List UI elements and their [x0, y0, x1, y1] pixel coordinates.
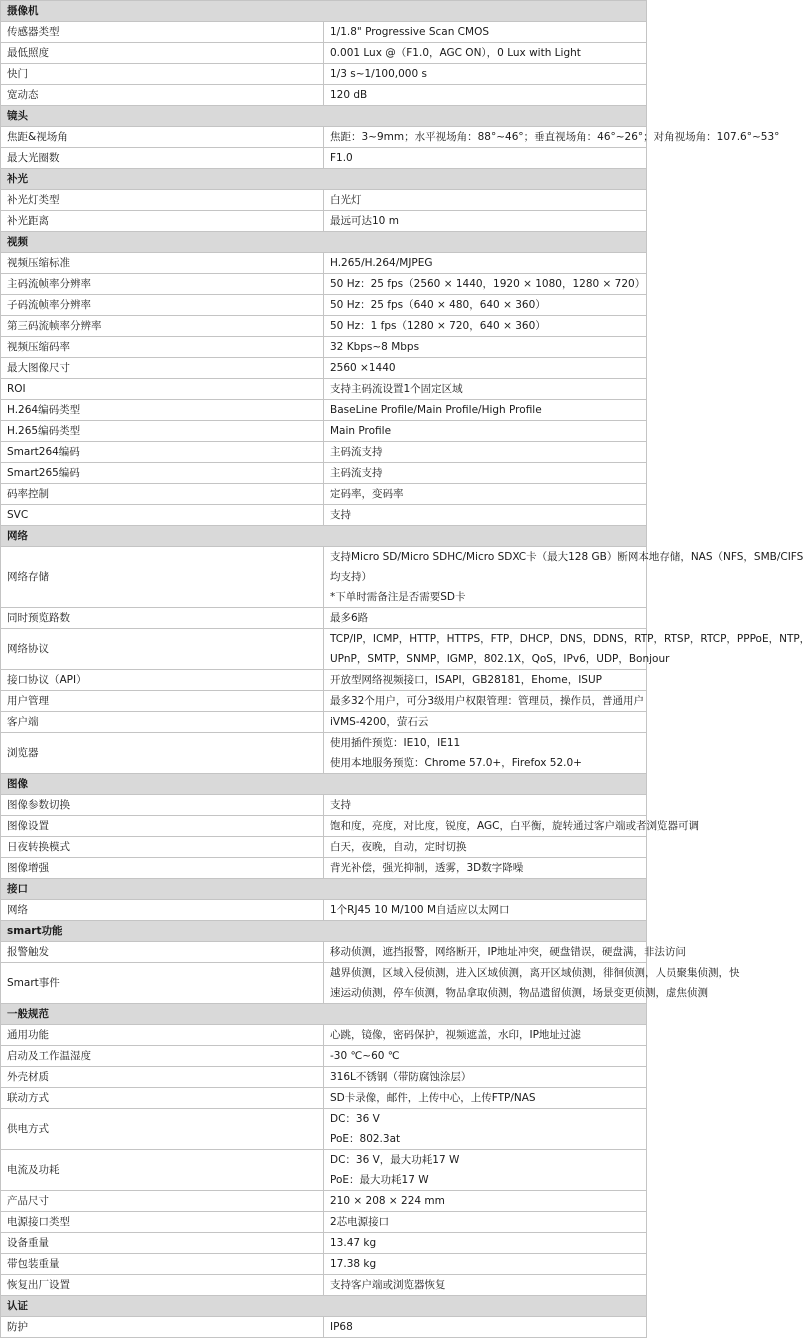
- spec-row: [1, 295, 647, 316]
- spec-value-line: 支持客户端或浏览器恢复: [330, 1279, 446, 1291]
- section-title: 视频: [1, 232, 647, 253]
- spec-key: 码率控制: [1, 484, 324, 505]
- spec-key: 图像参数切换: [1, 795, 324, 816]
- spec-value-line: iVMS-4200，萤石云: [330, 716, 429, 728]
- spec-key: 补光距离: [1, 211, 324, 232]
- spec-value-line: 开放型网络视频接口，ISAPI，GB28181，Ehome，ISUP: [330, 674, 602, 686]
- spec-value-line: 1/3 s~1/100,000 s: [330, 68, 427, 80]
- spec-value: [324, 463, 647, 484]
- spec-key: 同时预览路数: [1, 608, 324, 629]
- spec-value-line: 主码流支持: [330, 467, 383, 479]
- spec-row: [1, 463, 647, 484]
- spec-key: 主码流帧率分辨率: [1, 274, 324, 295]
- spec-value-line: PoE：最大功耗17 W: [330, 1174, 429, 1186]
- spec-value-line: SD卡录像，邮件，上传中心，上传FTP/NAS: [330, 1092, 536, 1104]
- spec-value: [324, 900, 647, 921]
- spec-value: [324, 64, 647, 85]
- spec-key: 防护: [1, 1317, 324, 1338]
- spec-value-line: *下单时需备注是否需要SD卡: [330, 591, 466, 603]
- spec-key: 接口协议（API）: [1, 670, 324, 691]
- spec-key: Smart264编码: [1, 442, 324, 463]
- spec-row: [1, 1150, 647, 1191]
- spec-key: ROI: [1, 379, 324, 400]
- spec-key: 传感器类型: [1, 22, 324, 43]
- spec-value-line: 1/1.8" Progressive Scan CMOS: [330, 26, 490, 38]
- spec-row: [1, 733, 647, 774]
- spec-value-line: 饱和度，亮度，对比度，锐度，AGC，白平衡，旋转通过客户端或者浏览器可调: [330, 820, 699, 832]
- spec-value: [324, 253, 647, 274]
- spec-row: [1, 358, 647, 379]
- spec-value: [324, 1025, 647, 1046]
- spec-row: [1, 712, 647, 733]
- spec-value: [324, 505, 647, 526]
- section-header-row: [1, 921, 647, 942]
- spec-value: [324, 148, 647, 169]
- spec-value-line: 50 Hz：1 fps（1280 × 720，640 × 360）: [330, 320, 546, 332]
- spec-value-line: 最多32个用户，可分3级用户权限管理：管理员，操作员，普通用户: [330, 695, 645, 707]
- spec-value: [324, 22, 647, 43]
- spec-value-line: Main Profile: [330, 425, 392, 437]
- section-title: 一般规范: [1, 1004, 647, 1025]
- section-title: smart功能: [1, 921, 647, 942]
- spec-row: [1, 505, 647, 526]
- spec-value: [324, 1088, 647, 1109]
- spec-value-line: 定码率，变码率: [330, 488, 404, 500]
- section-header-row: [1, 774, 647, 795]
- spec-row: [1, 85, 647, 106]
- section-header-row: [1, 106, 647, 127]
- section-header-row: [1, 232, 647, 253]
- spec-value-line: 速运动侦测，停车侦测，物品拿取侦测，物品遗留侦测，场景变更侦测，虚焦侦测: [330, 987, 708, 999]
- section-title: 网络: [1, 526, 647, 547]
- spec-value: [324, 712, 647, 733]
- spec-value: [324, 1046, 647, 1067]
- spec-row: [1, 43, 647, 64]
- spec-value-line: 白光灯: [330, 194, 362, 206]
- spec-key: 外壳材质: [1, 1067, 324, 1088]
- spec-value-line: 使用插件预览：IE10，IE11: [330, 737, 461, 749]
- spec-row: [1, 400, 647, 421]
- spec-value: [324, 211, 647, 232]
- spec-key: SVC: [1, 505, 324, 526]
- spec-value: [324, 1317, 647, 1338]
- spec-value-line: IP68: [330, 1321, 353, 1333]
- spec-row: [1, 1025, 647, 1046]
- spec-value-line: 120 dB: [330, 89, 368, 101]
- spec-value-line: UPnP，SMTP，SNMP，IGMP，802.1X，QoS，IPv6，UDP，Bonjour: [330, 653, 670, 665]
- spec-row: [1, 379, 647, 400]
- spec-key: 报警触发: [1, 942, 324, 963]
- spec-row: [1, 1067, 647, 1088]
- spec-key: 客户端: [1, 712, 324, 733]
- spec-row: [1, 1233, 647, 1254]
- spec-row: [1, 608, 647, 629]
- spec-row: [1, 858, 647, 879]
- section-header-row: [1, 169, 647, 190]
- spec-row: [1, 148, 647, 169]
- spec-row: [1, 274, 647, 295]
- spec-value: [324, 190, 647, 211]
- spec-value: [324, 733, 647, 774]
- spec-value: [324, 942, 686, 963]
- spec-value-line: 支持: [330, 799, 351, 811]
- spec-key: 电源接口类型: [1, 1212, 324, 1233]
- spec-row: [1, 942, 647, 963]
- spec-row: [1, 1109, 647, 1150]
- spec-key: 设备重量: [1, 1233, 324, 1254]
- spec-value-line: 背光补偿，强光抑制，透雾，3D数字降噪: [330, 862, 524, 874]
- spec-value: [324, 295, 647, 316]
- spec-value: [324, 316, 647, 337]
- section-title: 镜头: [1, 106, 647, 127]
- spec-key: 电流及功耗: [1, 1150, 324, 1191]
- section-header-row: [1, 1296, 647, 1317]
- spec-row: [1, 127, 647, 148]
- spec-row: [1, 547, 647, 608]
- spec-value: [324, 1233, 647, 1254]
- spec-value: [324, 670, 647, 691]
- spec-key: 焦距&视场角: [1, 127, 324, 148]
- section-title: 补光: [1, 169, 647, 190]
- spec-row: [1, 1046, 647, 1067]
- spec-value-line: 白天，夜晚，自动，定时切换: [330, 841, 467, 853]
- spec-row: [1, 442, 647, 463]
- spec-key: H.265编码类型: [1, 421, 324, 442]
- spec-key: 最大图像尺寸: [1, 358, 324, 379]
- spec-value-line: 移动侦测，遮挡报警，网络断开，IP地址冲突，硬盘错误，硬盘满，非法访问: [330, 946, 686, 958]
- spec-value: [324, 400, 647, 421]
- spec-key: 启动及工作温湿度: [1, 1046, 324, 1067]
- spec-value: [324, 1275, 647, 1296]
- spec-value: [324, 421, 647, 442]
- spec-value: [324, 484, 647, 505]
- spec-key: Smart事件: [1, 963, 324, 1004]
- spec-row: [1, 1088, 647, 1109]
- spec-key: 浏览器: [1, 733, 324, 774]
- spec-value-line: 50 Hz：25 fps（2560 × 1440，1920 × 1080，1280 × 720）: [330, 278, 646, 290]
- spec-row: [1, 190, 647, 211]
- spec-value-line: 210 × 208 × 224 mm: [330, 1195, 445, 1207]
- spec-value: [324, 608, 647, 629]
- spec-value: [324, 795, 647, 816]
- spec-key: 网络协议: [1, 629, 324, 670]
- spec-key: 最低照度: [1, 43, 324, 64]
- spec-key: 第三码流帧率分辨率: [1, 316, 324, 337]
- spec-value: [324, 85, 647, 106]
- spec-key: 带包装重量: [1, 1254, 324, 1275]
- spec-key: 日夜转换模式: [1, 837, 324, 858]
- spec-value-line: 13.47 kg: [330, 1237, 377, 1249]
- spec-row: [1, 421, 647, 442]
- spec-row: [1, 837, 647, 858]
- spec-key: 视频压缩标准: [1, 253, 324, 274]
- spec-value-line: 支持: [330, 509, 351, 521]
- spec-row: [1, 795, 647, 816]
- spec-row: [1, 64, 647, 85]
- spec-value-line: F1.0: [330, 152, 353, 164]
- spec-value: [324, 1191, 647, 1212]
- spec-value-line: DC：36 V: [330, 1113, 380, 1125]
- spec-row: [1, 253, 647, 274]
- spec-value: [324, 1109, 647, 1150]
- spec-value: [324, 127, 780, 148]
- spec-row: [1, 484, 647, 505]
- spec-value-line: 2560 ×1440: [330, 362, 396, 374]
- spec-value-line: 17.38 kg: [330, 1258, 377, 1270]
- spec-row: [1, 1191, 647, 1212]
- spec-key: 快门: [1, 64, 324, 85]
- spec-value-line: 316L不锈钢（带防腐蚀涂层）: [330, 1071, 472, 1083]
- spec-row: [1, 629, 647, 670]
- spec-value: [324, 547, 804, 608]
- section-header-row: [1, 526, 647, 547]
- spec-row: [1, 1317, 647, 1338]
- spec-value-line: TCP/IP，ICMP，HTTP，HTTPS，FTP，DHCP，DNS，DDNS，RTP，RTSP，RTCP，PPPoE，NTP，: [330, 633, 810, 645]
- spec-value-line: DC：36 V，最大功耗17 W: [330, 1154, 460, 1166]
- spec-row: [1, 963, 647, 1004]
- spec-value-line: 最远可达10 m: [330, 215, 399, 227]
- section-title: 认证: [1, 1296, 647, 1317]
- spec-key: 补光灯类型: [1, 190, 324, 211]
- section-header-row: [1, 1, 647, 22]
- spec-value: [324, 379, 647, 400]
- spec-value: [324, 1254, 647, 1275]
- spec-row: [1, 337, 647, 358]
- spec-value-line: 最多6路: [330, 612, 369, 624]
- spec-value-line: 支持Micro SD/Micro SDHC/Micro SDXC卡（最大128 GB）断网本地存储，NAS（NFS，SMB/CIFS: [330, 551, 804, 563]
- spec-value: [324, 816, 699, 837]
- spec-key: H.264编码类型: [1, 400, 324, 421]
- spec-row: [1, 1254, 647, 1275]
- spec-key: 图像设置: [1, 816, 324, 837]
- spec-value-line: 1个RJ45 10 M/100 M自适应以太网口: [330, 904, 510, 916]
- spec-value: [324, 442, 647, 463]
- spec-key: Smart265编码: [1, 463, 324, 484]
- section-title: 图像: [1, 774, 647, 795]
- spec-row: [1, 316, 647, 337]
- spec-key: 网络存储: [1, 547, 324, 608]
- spec-value-line: 使用本地服务预览：Chrome 57.0+，Firefox 52.0+: [330, 757, 582, 769]
- spec-value: [324, 358, 647, 379]
- section-title: 摄像机: [1, 1, 647, 22]
- spec-value-line: 50 Hz：25 fps（640 × 480，640 × 360）: [330, 299, 546, 311]
- spec-value-line: -30 ℃~60 ℃: [330, 1050, 400, 1062]
- spec-value-line: 越界侦测，区域入侵侦测，进入区域侦测，离开区域侦测，徘徊侦测，人员聚集侦测，快: [330, 967, 740, 979]
- spec-value-line: 心跳，镜像，密码保护，视频遮盖，水印，IP地址过滤: [330, 1029, 581, 1041]
- spec-value-line: 主码流支持: [330, 446, 383, 458]
- spec-key: 通用功能: [1, 1025, 324, 1046]
- spec-key: 恢复出厂设置: [1, 1275, 324, 1296]
- spec-key: 供电方式: [1, 1109, 324, 1150]
- spec-key: 最大光圈数: [1, 148, 324, 169]
- spec-value: [324, 1212, 647, 1233]
- spec-value: [324, 274, 647, 295]
- spec-key: 网络: [1, 900, 324, 921]
- spec-value-line: 支持主码流设置1个固定区域: [330, 383, 463, 395]
- spec-value-line: 均支持）: [330, 571, 372, 583]
- spec-value: [324, 858, 647, 879]
- spec-value-line: 32 Kbps~8 Mbps: [330, 341, 420, 353]
- spec-key: 子码流帧率分辨率: [1, 295, 324, 316]
- spec-key: 视频压缩码率: [1, 337, 324, 358]
- spec-row: [1, 670, 647, 691]
- spec-value: [324, 629, 810, 670]
- spec-value-line: BaseLine Profile/Main Profile/High Profile: [330, 404, 542, 416]
- spec-value: [324, 337, 647, 358]
- spec-value: [324, 1150, 647, 1191]
- spec-row: [1, 22, 647, 43]
- spec-key: 联动方式: [1, 1088, 324, 1109]
- spec-table-body: [1, 1, 810, 1338]
- section-header-row: [1, 1004, 647, 1025]
- spec-value: [324, 1067, 647, 1088]
- spec-key: 用户管理: [1, 691, 324, 712]
- spec-value: [324, 963, 740, 1004]
- spec-value: [324, 691, 647, 712]
- spec-value-line: 2芯电源接口: [330, 1216, 390, 1228]
- spec-row: [1, 211, 647, 232]
- spec-value: [324, 837, 647, 858]
- spec-row: [1, 1275, 647, 1296]
- spec-key: 产品尺寸: [1, 1191, 324, 1212]
- section-header-row: [1, 879, 647, 900]
- spec-row: [1, 900, 647, 921]
- spec-row: [1, 1212, 647, 1233]
- spec-value-line: H.265/H.264/MJPEG: [330, 257, 433, 269]
- spec-key: 图像增强: [1, 858, 324, 879]
- spec-value-line: 焦距：3~9mm；水平视场角：88°~46°；垂直视场角：46°~26°；对角视场角：107.6°~53°: [330, 131, 780, 143]
- section-title: 接口: [1, 879, 647, 900]
- spec-row: [1, 816, 647, 837]
- spec-value-line: PoE：802.3at: [330, 1133, 401, 1145]
- spec-value: [324, 43, 647, 64]
- spec-row: [1, 691, 647, 712]
- spec-key: 宽动态: [1, 85, 324, 106]
- spec-value-line: 0.001 Lux @（F1.0，AGC ON），0 Lux with Light: [330, 47, 581, 59]
